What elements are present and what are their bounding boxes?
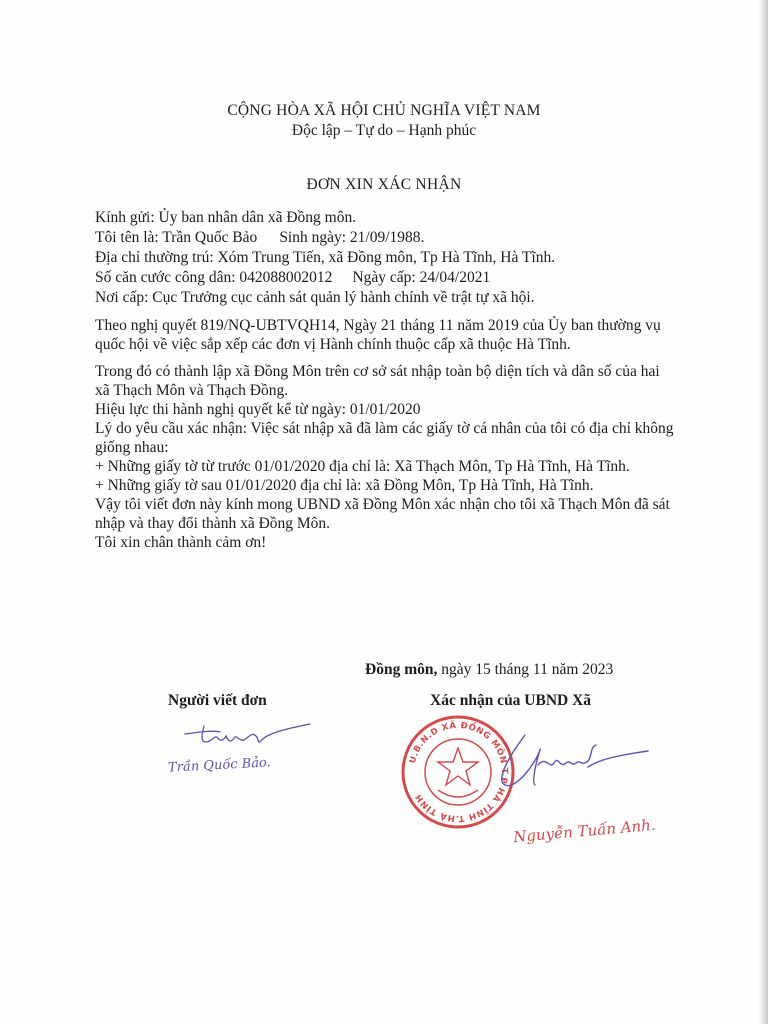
- official-signature-mark: [480, 725, 660, 800]
- national-motto: Độc lập – Tự do – Hạnh phúc: [291, 122, 477, 139]
- applicant-dob: Sinh ngày: 21/09/1988.: [279, 229, 425, 246]
- seal-text: U.B.N.D XÃ ĐỒNG MÔN T.P HÀ TĨNH T.HÀ TĨNH: [407, 720, 510, 824]
- paragraph-reason: Lý do yêu cầu xác nhận: Việc sát nhập xã đã làm các giấy tờ cá nhân của tôi có địa chỉ không giống nhau:: [95, 420, 674, 456]
- paragraph-effective-date: Hiệu lực thi hành nghị quyết kể từ ngày: 01/01/2020: [95, 401, 421, 418]
- paragraph-thanks: Tôi xin chân thành cảm ơn!: [95, 534, 267, 551]
- applicant-name: Tôi tên là: Trần Quốc Bảo: [95, 229, 258, 246]
- date-value: ngày 15 tháng 11 năm 2023: [437, 661, 614, 678]
- document-title: ĐƠN XIN XÁC NHẬN: [306, 176, 462, 193]
- date-place: Đồng môn,: [365, 661, 438, 678]
- applicant-signature-mark: [160, 712, 330, 757]
- id-issue-date: Ngày cấp: 24/04/2021: [352, 269, 491, 286]
- paragraph-request: Vậy tôi viết đơn này kính mong UBND xã Đồng Môn xác nhận cho tôi xã Thạch Môn đã sát nhập và thay đổi thành xã Đồng Môn.: [95, 496, 670, 532]
- applicant-handwritten-name: Trần Quốc Bảo.: [167, 755, 272, 776]
- document-body: [95, 208, 675, 552]
- national-title: CỘNG HÒA XÃ HỘI CHỦ NGHĨA VIỆT NAM: [227, 102, 541, 119]
- paragraph-resolution: Theo nghị quyết 819/NQ-UBTVQH14, Ngày 21 tháng 11 năm 2019 của Ủy ban thường vụ quốc hội về việc sắp xếp các đơn vị Hành chính thuộc cấp xã thuộc Hà Tĩnh.: [95, 317, 661, 353]
- issue-place-line: Nơi cấp: Cục Trưởng cục cảnh sát quản lý hành chính về trật tự xã hội.: [95, 289, 535, 306]
- name-dob-line: [95, 228, 675, 248]
- date-line: [365, 661, 613, 679]
- official-signature-title: Xác nhận của UBND Xã: [430, 692, 592, 709]
- id-line: [95, 268, 675, 288]
- applicant-signature-title: Người viết đơn: [168, 692, 267, 709]
- recipient-line: Kính gửi: Ủy ban nhân dân xã Đồng môn.: [95, 209, 357, 226]
- official-handwritten-name: Nguyễn Tuấn Anh.: [512, 815, 657, 847]
- paragraph-merger: Trong đó có thành lập xã Đồng Môn trên cơ sở sát nhập toàn bộ diện tích và dân số của hai xã Thạch Môn và Thạch Đồng.: [95, 363, 660, 399]
- address-line: Địa chỉ thường trú: Xóm Trung Tiến, xã Đồng môn, Tp Hà Tĩnh, Hà Tĩnh.: [95, 249, 556, 266]
- document-header: [0, 101, 768, 141]
- paragraph-new-address: + Những giấy tờ sau 01/01/2020 địa chỉ là: xã Đồng Môn, Tp Hà Tĩnh, Hà Tĩnh.: [95, 477, 594, 494]
- page-edge-shadow: [758, 0, 768, 1024]
- id-number: Số căn cước công dân: 042088002012: [95, 269, 333, 286]
- paragraph-old-address: + Những giấy tờ từ trước 01/01/2020 địa chỉ là: Xã Thạch Môn, Tp Hà Tĩnh, Hà Tĩnh.: [95, 458, 630, 475]
